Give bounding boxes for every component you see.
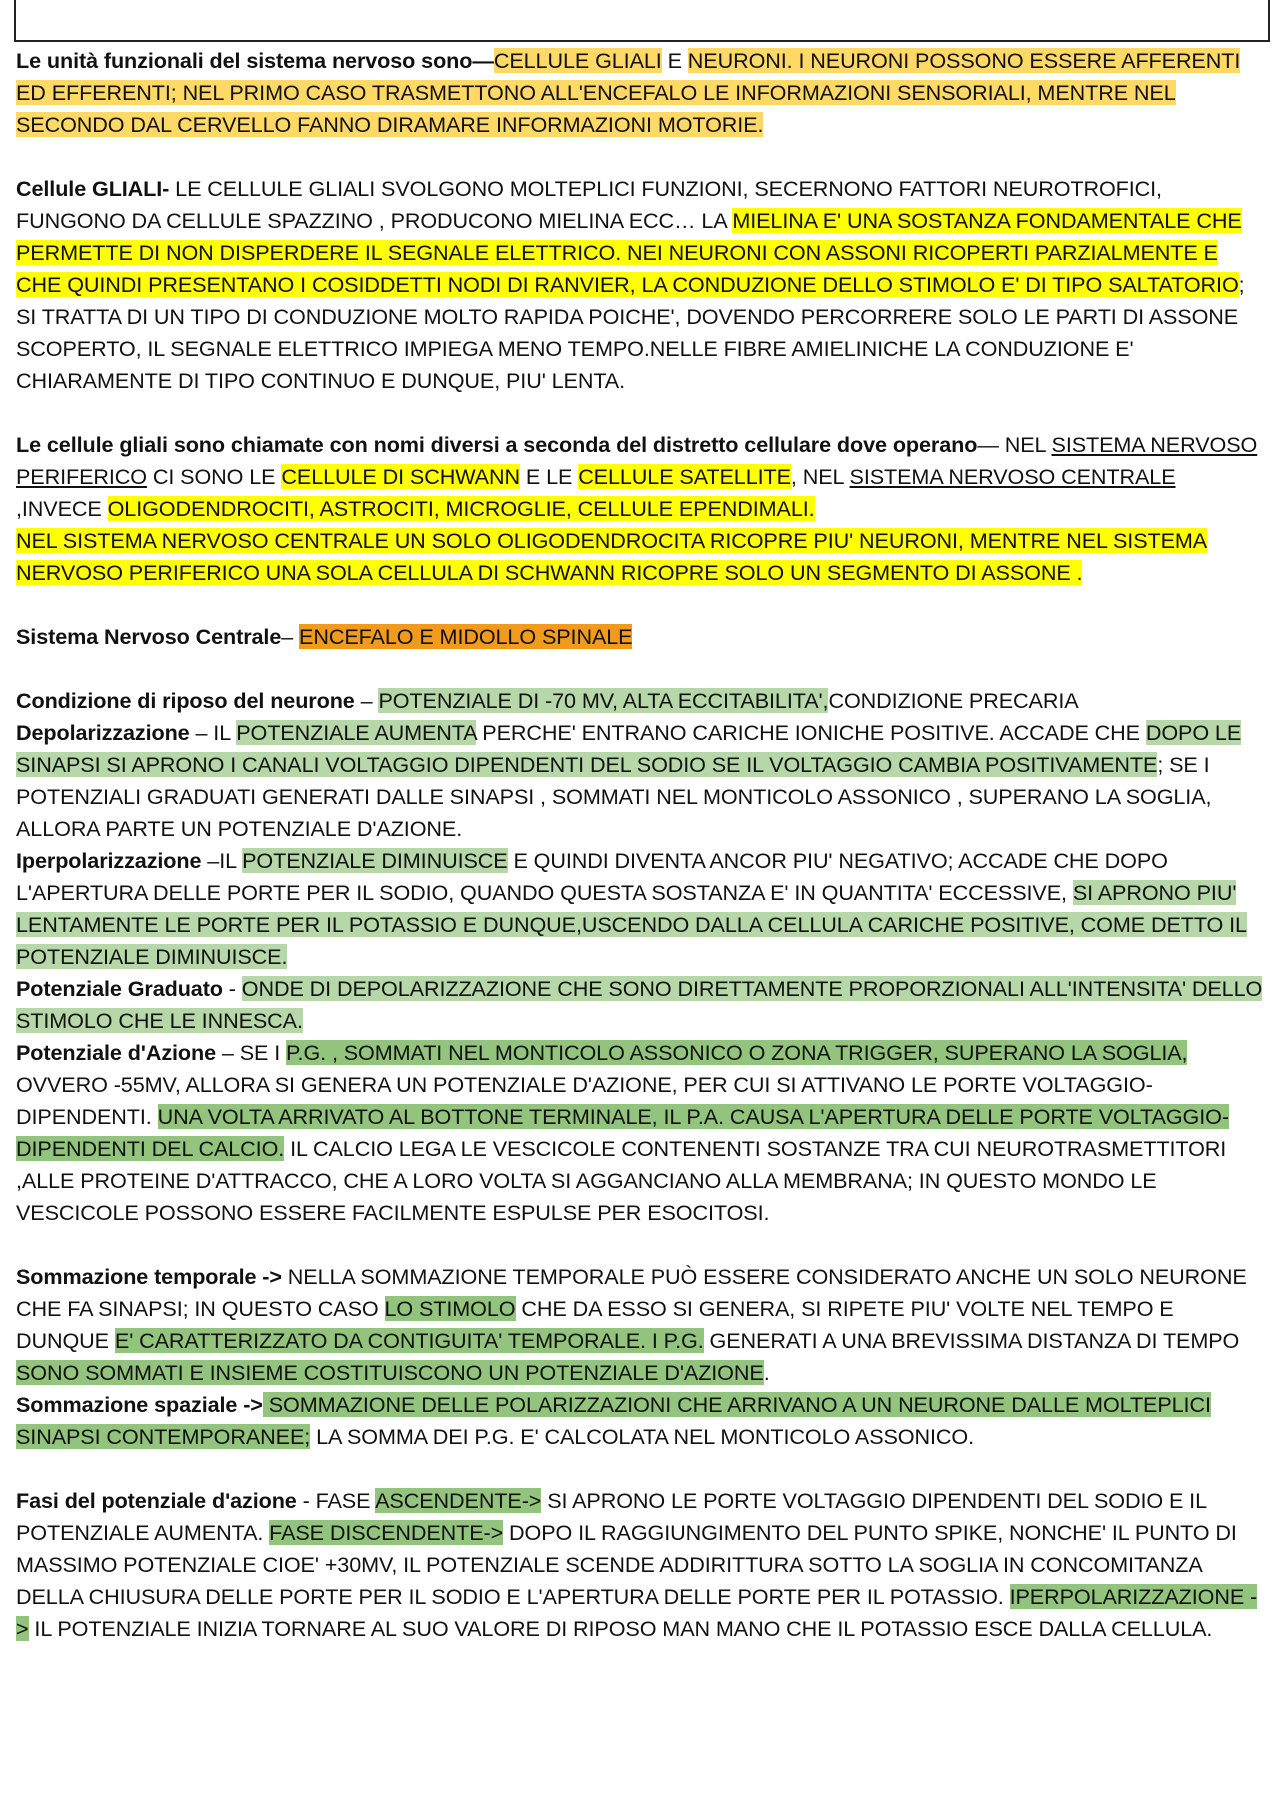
underlined-term: SISTEMA NERVOSO CENTRALE <box>849 464 1176 489</box>
heading-hyperpolarization: Iperpolarizzazione <box>16 848 202 873</box>
highlight: POTENZIALE DI -70 MV, ALTA ECCITABILITA', <box>378 688 829 713</box>
heading-cns: Sistema Nervoso Centrale <box>16 624 282 649</box>
highlight: IPERPOLARIZZAZIONE -> <box>16 1584 1258 1641</box>
text: NELLA SOMMAZIONE TEMPORALE PUÒ ESSERE CONSIDERATO ANCHE UN SOLO NEURONE CHE FA SINAPSI; IN QUESTO CASO <box>16 1264 1247 1321</box>
paragraph-glial-names <box>16 429 1266 589</box>
highlight: UNA VOLTA ARRIVATO AL BOTTONE TERMINALE, IL P.A. CAUSA L'APERTURA DELLE PORTE VOLTAGGIO-DIPENDENTI DEL CALCIO. <box>16 1104 1229 1161</box>
heading-spatial-summation: Sommazione spaziale -> <box>16 1392 263 1417</box>
highlight: SOMMAZIONE DELLE POLARIZZAZIONI CHE ARRIVANO A UN NEURONE DALLE MOLTEPLICI SINAPSI CONTEMPORANEE; <box>16 1392 1211 1449</box>
underlined-term: SISTEMA NERVOSO PERIFERICO <box>16 432 1258 489</box>
highlight: MIELINA E' UNA SOSTANZA FONDAMENTALE CHE PERMETTE DI NON DISPERDERE IL SEGNALE ELETTRICO. NEI NEURONI CON ASSONI RICOPERTI PARZIALMENTE E CHE QUINDI PRESENTANO I COSIDDETTI NODI DI RANVIER, LA CONDUZIONE DELLO STIMOLO E' DI TIPO SALTATORIO <box>16 208 1242 297</box>
heading-glial-names: Le cellule gliali sono chiamate con nomi diversi a seconda del distretto cellulare dove operano <box>16 432 978 457</box>
text: OVVERO -55MV, ALLORA SI GENERA UN POTENZIALE D'AZIONE, PER CUI SI ATTIVANO LE PORTE VOLTAGGIO- DIPENDENTI. <box>16 1072 1153 1129</box>
text: CHE DA ESSO SI GENERA, SI RIPETE PIU' VOLTE NEL TEMPO E DUNQUE <box>16 1296 1174 1353</box>
text: – SE I <box>216 1040 287 1065</box>
highlight: POTENZIALE AUMENTA <box>236 720 477 745</box>
highlight: P.G. , SOMMATI NEL MONTICOLO ASSONICO O ZONA TRIGGER, SUPERANO LA SOGLIA, <box>286 1040 1188 1065</box>
text: CONDIZIONE PRECARIA <box>828 688 1079 713</box>
text: DOPO IL RAGGIUNGIMENTO DEL PUNTO SPIKE, NONCHE' IL PUNTO DI MASSIMO POTENZIALE CIOE' +30MV, IL POTENZIALE SCENDE ADDIRITTURA SOTTO LA SOGLIA IN CONCOMITANZA DELLA CHIUSURA DELLE PORTE PER IL SODIO E L'APERTURA DELLE PORTE PER IL POTASSIO. <box>16 1520 1237 1609</box>
text: GENERATI A UNA BREVISSIMA DISTANZA DI TEMPO <box>703 1328 1240 1353</box>
header-box <box>14 0 1270 42</box>
highlight: ENCEFALO E MIDOLLO SPINALE <box>299 624 633 649</box>
heading-glial-cells: Cellule GLIALI- <box>16 176 170 201</box>
heading-action-potential: Potenziale d'Azione <box>16 1040 217 1065</box>
text: LA SOMMA DEI P.G. E' CALCOLATA NEL MONTICOLO ASSONICO. <box>310 1424 974 1449</box>
highlight: SI APRONO PIU' LENTAMENTE LE PORTE PER IL POTASSIO E DUNQUE,USCENDO DALLA CELLULA CARICHE POSITIVE, COME DETTO IL POTENZIALE DIMINUISCE. <box>16 880 1247 969</box>
text: – <box>354 688 379 713</box>
highlight: DOPO LE SINAPSI SI APRONO I CANALI VOLTAGGIO DIPENDENTI DEL SODIO SE IL VOLTAGGIO CAMBIA POSITIVAMENTE <box>16 720 1242 777</box>
highlight: CELLULE DI SCHWANN <box>281 464 520 489</box>
document-body <box>16 45 1266 1645</box>
paragraph-summation <box>16 1261 1266 1453</box>
paragraph-action-potential-phases <box>16 1485 1266 1645</box>
highlight: E' CARATTERIZZATO DA CONTIGUITA' TEMPORALE. I P.G. <box>114 1328 704 1353</box>
heading-depolarization: Depolarizzazione <box>16 720 190 745</box>
heading-temporal-summation: Sommazione temporale -> <box>16 1264 282 1289</box>
paragraph-potentials <box>16 685 1266 1229</box>
text: E LE <box>519 464 579 489</box>
highlight: CELLULE GLIALI <box>493 48 662 73</box>
text: –IL <box>201 848 243 873</box>
heading-phases: Fasi del potenziale d'azione <box>16 1488 297 1513</box>
paragraph-glial-cells <box>16 173 1266 397</box>
text: - <box>222 976 242 1001</box>
text: - FASE <box>296 1488 376 1513</box>
highlight: NEURONI. I NEURONI POSSONO ESSERE AFFERENTI ED EFFERENTI; NEL PRIMO CASO TRASMETTONO ALL'ENCEFALO LE INFORMAZIONI SENSORIALI, MENTRE NEL SECONDO DAL CERVELLO FANNO DIRAMARE INFORMAZIONI MOTORIE. <box>16 48 1241 137</box>
text: ,INVECE <box>16 496 108 521</box>
highlight: OLIGODENDROCITI, ASTROCITI, MICROGLIE, CELLULE EPENDIMALI. <box>107 496 815 521</box>
highlight: NEL SISTEMA NERVOSO CENTRALE UN SOLO OLIGODENDROCITA RICOPRE PIU' NEURONI, MENTRE NEL SISTEMA NERVOSO PERIFERICO UNA SOLA CELLULA DI SCHWANN RICOPRE SOLO UN SEGMENTO DI ASSONE . <box>16 528 1208 585</box>
text: CI SONO LE <box>146 464 282 489</box>
text: IL CALCIO LEGA LE VESCICOLE CONTENENTI SOSTANZE TRA CUI NEUROTRASMETTITORI ,ALLE PROTEINE D'ATTRACCO, CHE A LORO VOLTA SI AGGANCIANO ALLA MEMBRANA; IN QUESTO MONDO LE VESCICOLE POSSONO ESSERE FACILMENTE ESPULSE PER ESOCITOSI. <box>16 1136 1227 1225</box>
text: – <box>281 624 300 649</box>
highlight: ASCENDENTE-> <box>375 1488 542 1513</box>
text: ; SI TRATTA DI UN TIPO DI CONDUZIONE MOLTO RAPIDA POICHE', DOVENDO PERCORRERE SOLO LE PARTI DI ASSONE SCOPERTO, IL SEGNALE ELETTRICO IMPIEGA MENO TEMPO.NELLE FIBRE AMIELINICHE LA CONDUZIONE E' CHIARAMENTE DI TIPO CONTINUO E DUNQUE, PIU' LENTA. <box>16 272 1245 393</box>
text: ; SE I POTENZIALI GRADUATI GENERATI DALLE SINAPSI , SOMMATI NEL MONTICOLO ASSONICO , SUPERANO LA SOGLIA, ALLORA PARTE UN POTENZIALE D'AZIONE. <box>16 752 1212 841</box>
highlight: CELLULE SATELLITE <box>578 464 791 489</box>
text: – IL <box>189 720 237 745</box>
heading-graded-potential: Potenziale Graduato <box>16 976 223 1001</box>
paragraph-functional-units <box>16 45 1266 141</box>
heading-functional-units: Le unità funzionali del sistema nervoso sono— <box>16 48 494 73</box>
highlight: FASE DISCENDENTE-> <box>269 1520 504 1545</box>
highlight: LO STIMOLO <box>384 1296 516 1321</box>
text: PERCHE' ENTRANO CARICHE IONICHE POSITIVE. ACCADE CHE <box>476 720 1146 745</box>
text: E <box>661 48 688 73</box>
text: SI APRONO LE PORTE VOLTAGGIO DIPENDENTI DEL SODIO E IL POTENZIALE AUMENTA. <box>16 1488 1207 1545</box>
text: — NEL <box>977 432 1052 457</box>
text: LE CELLULE GLIALI SVOLGONO MOLTEPLICI FUNZIONI, SECERNONO FATTORI NEUROTROFICI, FUNGONO DA CELLULE SPAZZINO , PRODUCONO MIELINA ECC… LA <box>16 176 1162 233</box>
text: , NEL <box>790 464 850 489</box>
text: IL POTENZIALE INIZIA TORNARE AL SUO VALORE DI RIPOSO MAN MANO CHE IL POTASSIO ESCE DALLA CELLULA. <box>28 1616 1213 1641</box>
text: E QUINDI DIVENTA ANCOR PIU' NEGATIVO; ACCADE CHE DOPO L'APERTURA DELLE PORTE PER IL SODIO, QUANDO QUESTA SOSTANZA E' IN QUANTITA' ECCESSIVE, <box>16 848 1168 905</box>
text: . <box>763 1360 770 1385</box>
highlight: POTENZIALE DIMINUISCE <box>242 848 508 873</box>
highlight: SONO SOMMATI E INSIEME COSTITUISCONO UN POTENZIALE D'AZIONE <box>16 1360 764 1385</box>
heading-resting: Condizione di riposo del neurone <box>16 688 355 713</box>
highlight: ONDE DI DEPOLARIZZAZIONE CHE SONO DIRETTAMENTE PROPORZIONALI ALL'INTENSITA' DELLO STIMOLO CHE LE INNESCA. <box>16 976 1263 1033</box>
paragraph-cns <box>16 621 1266 653</box>
